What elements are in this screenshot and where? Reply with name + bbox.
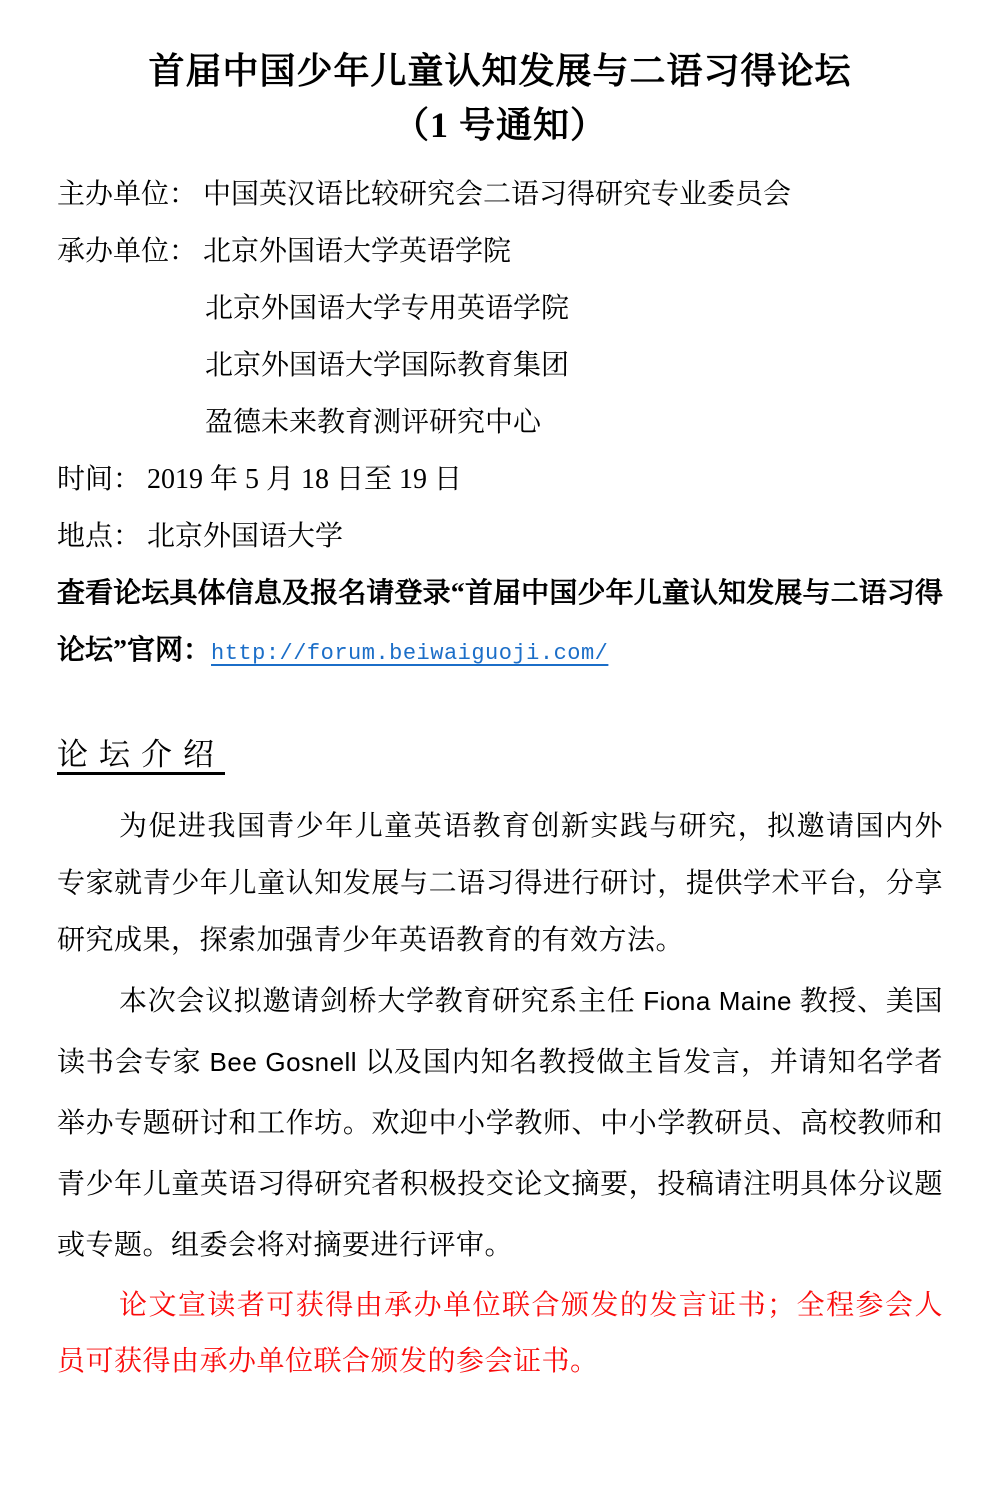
time-line (57, 451, 943, 508)
organizer-label: 承办单位： (57, 236, 198, 267)
organizer-value-4: 盈德未来教育测评研究中心 (205, 407, 542, 438)
place-line (57, 508, 943, 565)
intro-paragraph-1: 为促进我国青少年儿童英语教育创新实践与研究，拟邀请国内外专家就青少年儿童认知发展与二语习得进行研讨，提供学术平台，分享研究成果，探索加强青少年英语教育的有效方法。 (57, 811, 943, 956)
organizer-line-4 (57, 394, 943, 451)
p2-segment-cn-1: 本次会议拟邀请剑桥大学教育研究系主任 (119, 986, 644, 1017)
title-line-1: 首届中国少年儿童认知发展与二语习得论坛 (148, 51, 852, 91)
organizer-line-3 (57, 337, 943, 394)
certificate-notice-paragraph: 论文宣读者可获得由承办单位联合颁发的发言证书；全程参会人员可获得由承办单位联合颁发的参会证书。 (57, 1290, 943, 1377)
forum-website-link[interactable]: http://forum.beiwaiguoji.com/ (211, 641, 609, 666)
host-line (57, 166, 943, 223)
time-label: 时间： (57, 464, 142, 495)
intro-paragraph-2 (57, 971, 943, 1276)
speaker-name-fiona-maine: Fiona Maine (643, 986, 793, 1016)
place-label: 地点： (57, 521, 142, 552)
title-line-2: （1 号通知） (392, 105, 607, 145)
host-label: 主办单位： (57, 179, 198, 210)
conference-meta (57, 166, 943, 565)
organizer-value-2: 北京外国语大学专用英语学院 (205, 293, 570, 324)
place-value: 北京外国语大学 (147, 521, 344, 552)
intro-heading-text: 论坛介绍 (57, 737, 225, 772)
organizer-value-3: 北京外国语大学国际教育集团 (205, 350, 570, 381)
host-value: 中国英汉语比较研究会二语习得研究专业委员会 (203, 179, 792, 210)
speaker-name-bee-gosnell: Bee Gosnell (209, 1047, 358, 1077)
page-title (57, 44, 943, 152)
organizer-line-2 (57, 280, 943, 337)
intro-section-heading (57, 732, 943, 778)
time-value: 2019 年 5 月 18 日至 19 日 (147, 464, 463, 495)
p2-segment-cn-3: 以及国内知名教授做主旨发言，并请知名学者举办专题研讨和工作坊。欢迎中小学教师、中小学教研员、高校教师和青少年儿童英语习得研究者积极投交论文摘要，投稿请注明具体分议题或专题。组委会将对摘要进行评审。 (57, 1047, 943, 1261)
p2-segment-cn-2: 教授、美国读书会专家 (57, 986, 943, 1078)
registration-paragraph (57, 565, 943, 682)
registration-text: 查看论坛具体信息及报名请登录“首届中国少年儿童认知发展与二语习得论坛”官网： (57, 578, 943, 666)
organizer-line (57, 223, 943, 280)
organizer-value: 北京外国语大学英语学院 (203, 236, 512, 267)
